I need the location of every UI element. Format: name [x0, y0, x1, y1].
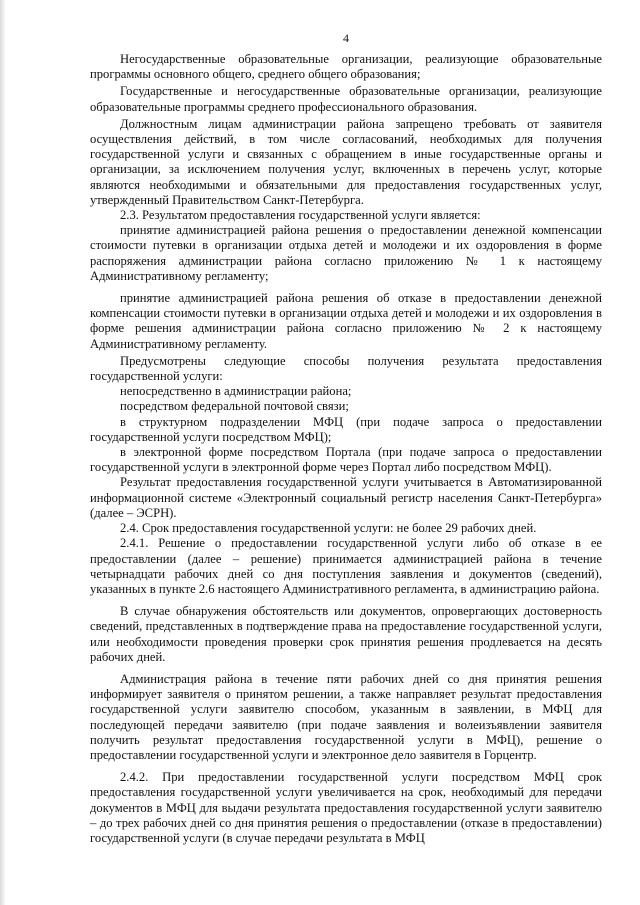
paragraph: Государственные и негосударственные образовательные организации, реализующие образовательные программы среднего профессионального образования.	[90, 84, 602, 114]
list-item: в электронной форме посредством Портала (при подаче запроса о предоставлении государственной услуги в электронной форме через Портал либо посредством МФЦ).	[90, 445, 602, 475]
paragraph: В случае обнаружения обстоятельств или документов, опровергающих достоверность сведений, представленных в подтверждение права на предоставление государственной услуги, или необходимости проведения проверки срок принятия решения продлевается на десять рабочих дней.	[90, 604, 602, 664]
paragraph: 2.4.2. При предоставлении государственной услуги посредством МФЦ срок предоставления государственной услуги увеличивается на срок, необходимый для передачи документов в МФЦ для выдачи результата предоставления государственной услуги заявителю – до трех рабочих дней со дня принятия решения о предоставлении (отказе в предоставлении) государственной услуги (в случае передачи результата в МФЦ	[90, 770, 602, 845]
list-item: посредством федеральной почтовой связи;	[120, 399, 349, 414]
paragraph: принятие администрацией района решения об отказе в предоставлении денежной компенсации стоимости путевки в организации отдыха детей и молодежи и их оздоровления в форме решения администрации района согласно приложению № 2 к настоящему Административному регламенту.	[90, 291, 602, 351]
paragraph: принятие администрацией района решения о предоставлении денежной компенсации стоимости путевки в организации отдыха детей и молодежи и их оздоровления в форме распоряжения администрации района согласно приложению № 1 к настоящему Административному регламенту;	[90, 223, 602, 283]
paragraph: 2.4.1. Решение о предоставлении государственной услуги либо об отказе в ее предоставлении (далее – решение) принимается администрацией района в течение четырнадцати рабочих дней со дня поступления заявления и документов (сведений), указанных в пункте 2.6 настоящего Административного регламента, в администрацию района.	[90, 536, 602, 596]
document-body	[90, 52, 602, 846]
paragraph: Результат предоставления государственной услуги учитывается в Автоматизированной информационной системе «Электронный социальный регистр населения Санкт-Петербурга» (далее – ЭСРН).	[90, 475, 602, 520]
paragraph: Администрация района в течение пяти рабочих дней со дня принятия решения информирует заявителя о принятом решении, а также направляет результат предоставления государственной услуги заявителю способом, указанным в заявлении, в МФЦ для последующей передачи заявителю (при подаче заявления и волеизъявлении заявителя получить результат предоставления государственной услуги в МФЦ), решение о предоставлении государственной услуги и электронное дело заявителя в Горцентр.	[90, 671, 602, 762]
paragraph: Негосударственные образовательные организации, реализующие образовательные программы основного общего, среднего общего образования;	[90, 52, 602, 82]
section-heading: 2.4. Срок предоставления государственной услуги: не более 29 рабочих дней.	[120, 521, 537, 536]
section-heading: 2.3. Результатом предоставления государственной услуги является:	[120, 208, 481, 223]
page-number: 4	[343, 31, 349, 45]
page-edge	[0, 0, 6, 905]
paragraph: Должностным лицам администрации района запрещено требовать от заявителя осуществления действий, в том числе согласований, необходимых для получения государственной услуги и связанных с обращением в иные государственные органы и организации, за исключением получения услуг, включенных в перечень услуг, которые являются необходимыми и обязательными для предоставления государственных услуг, утвержденный Правительством Санкт-Петербурга.	[90, 116, 602, 207]
list-item: в структурном подразделении МФЦ (при подаче запроса о предоставлении государственной услуги посредством МФЦ);	[90, 414, 602, 444]
paragraph: Предусмотрены следующие способы получения результата предоставления государственной услуги:	[90, 353, 602, 384]
list-item: непосредственно в администрации района;	[120, 384, 352, 399]
